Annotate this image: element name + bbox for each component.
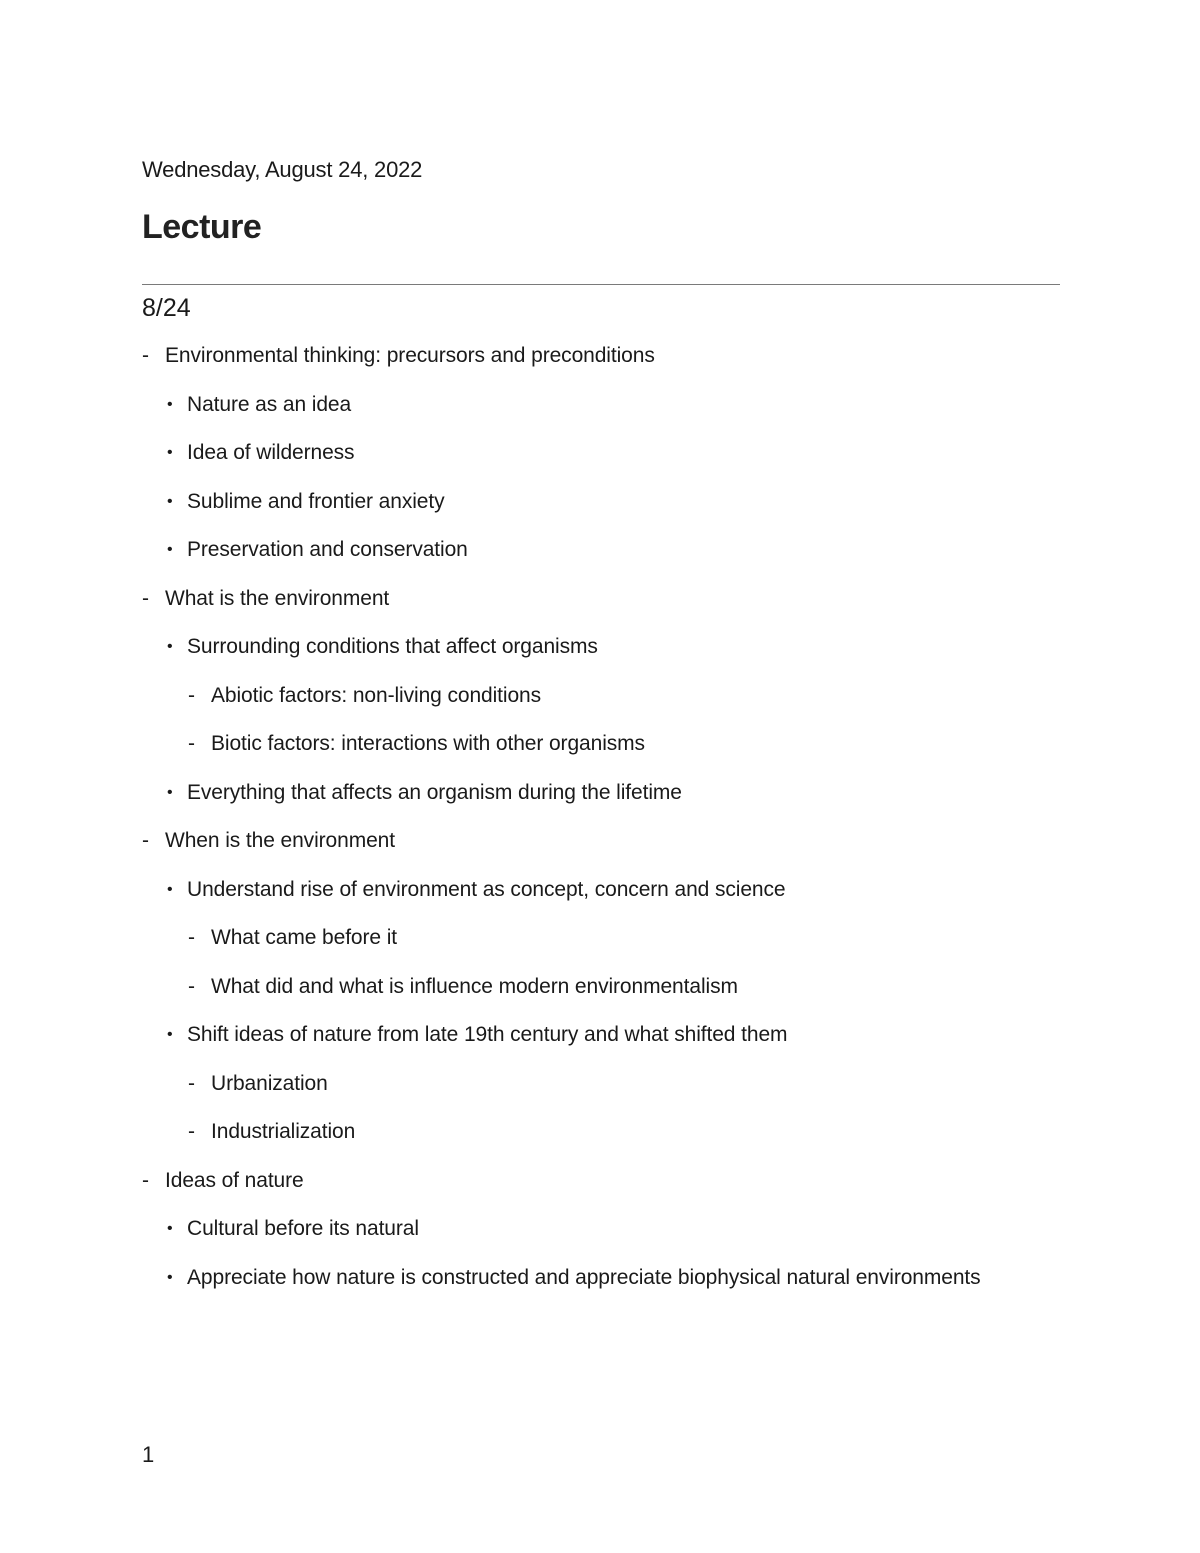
bullet-marker: • [167,541,173,558]
dash-marker: - [188,732,195,755]
outline-item-text: When is the environment [165,829,395,852]
bullet-marker: • [167,395,173,413]
dash-marker: - [188,926,195,949]
outline-item-level-2 [142,389,1060,421]
bullet-marker: • [167,492,173,510]
outline-item-level-1 [142,583,1060,615]
dash-marker: - [142,829,149,852]
outline-item-text: Appreciate how nature is constructed and appreciate biophysical natural environments [187,1265,981,1289]
section-heading: 8/24 [142,294,191,322]
outline-item-level-3 [142,680,1060,712]
outline-item-level-2 [142,1262,1060,1294]
outline-item-text: Cultural before its natural [187,1217,419,1240]
outline-item-text: Understand rise of environment as concept, concern and science [187,877,786,901]
bullet-marker: • [167,1268,173,1286]
bullet-marker: • [167,783,173,801]
dash-marker: - [188,1071,195,1095]
dash-marker: - [188,1120,195,1143]
outline-item-level-2 [142,486,1060,518]
document-date: Wednesday, August 24, 2022 [142,157,423,182]
dash-marker: - [142,1168,149,1192]
outline-item-level-1 [142,1165,1060,1197]
dash-marker: - [142,344,149,367]
bullet-marker: • [167,1220,173,1237]
outline-item-level-2 [142,874,1060,906]
outline-item-text: Biotic factors: interactions with other organisms [211,732,645,755]
dash-marker: - [142,586,149,610]
lecture-outline [142,340,1060,1310]
outline-item-text: Environmental thinking: precursors and preconditions [165,344,655,367]
outline-item-level-1 [142,340,1060,372]
outline-item-level-2 [142,437,1060,469]
outline-item-text: Everything that affects an organism during the lifetime [187,780,682,804]
outline-item-text: Shift ideas of nature from late 19th century and what shifted them [187,1023,788,1046]
outline-item-level-1 [142,825,1060,857]
document-title: Lecture [142,208,262,246]
outline-item-text: Nature as an idea [187,392,352,416]
outline-item-text: Abiotic factors: non-living conditions [211,683,542,707]
bullet-marker: • [167,638,173,655]
dash-marker: - [188,683,195,707]
outline-item-level-3 [142,922,1060,954]
outline-item-level-3 [142,728,1060,760]
outline-item-text: Industrialization [211,1120,356,1143]
bullet-marker: • [167,444,173,461]
outline-item-level-2 [142,1213,1060,1245]
outline-item-text: Sublime and frontier anxiety [187,489,445,513]
outline-item-text: Surrounding conditions that affect organisms [187,635,598,658]
outline-item-level-3 [142,971,1060,1003]
outline-item-text: Preservation and conservation [187,538,468,561]
outline-item-text: What did and what is influence modern environmentalism [211,974,738,998]
outline-item-level-3 [142,1068,1060,1100]
outline-item-text: Idea of wilderness [187,441,355,464]
outline-item-text: Urbanization [211,1071,328,1095]
outline-item-level-3 [142,1116,1060,1148]
bullet-marker: • [167,1026,173,1043]
bullet-marker: • [167,880,173,898]
outline-item-level-2 [142,777,1060,809]
outline-item-level-2 [142,631,1060,663]
outline-item-text: What is the environment [165,586,390,610]
outline-item-text: What came before it [211,926,398,949]
outline-item-level-2 [142,1019,1060,1051]
dash-marker: - [188,974,195,998]
outline-item-text: Ideas of nature [165,1168,304,1192]
page-number: 1 [142,1442,155,1467]
outline-item-level-2 [142,534,1060,566]
title-divider [142,284,1060,285]
